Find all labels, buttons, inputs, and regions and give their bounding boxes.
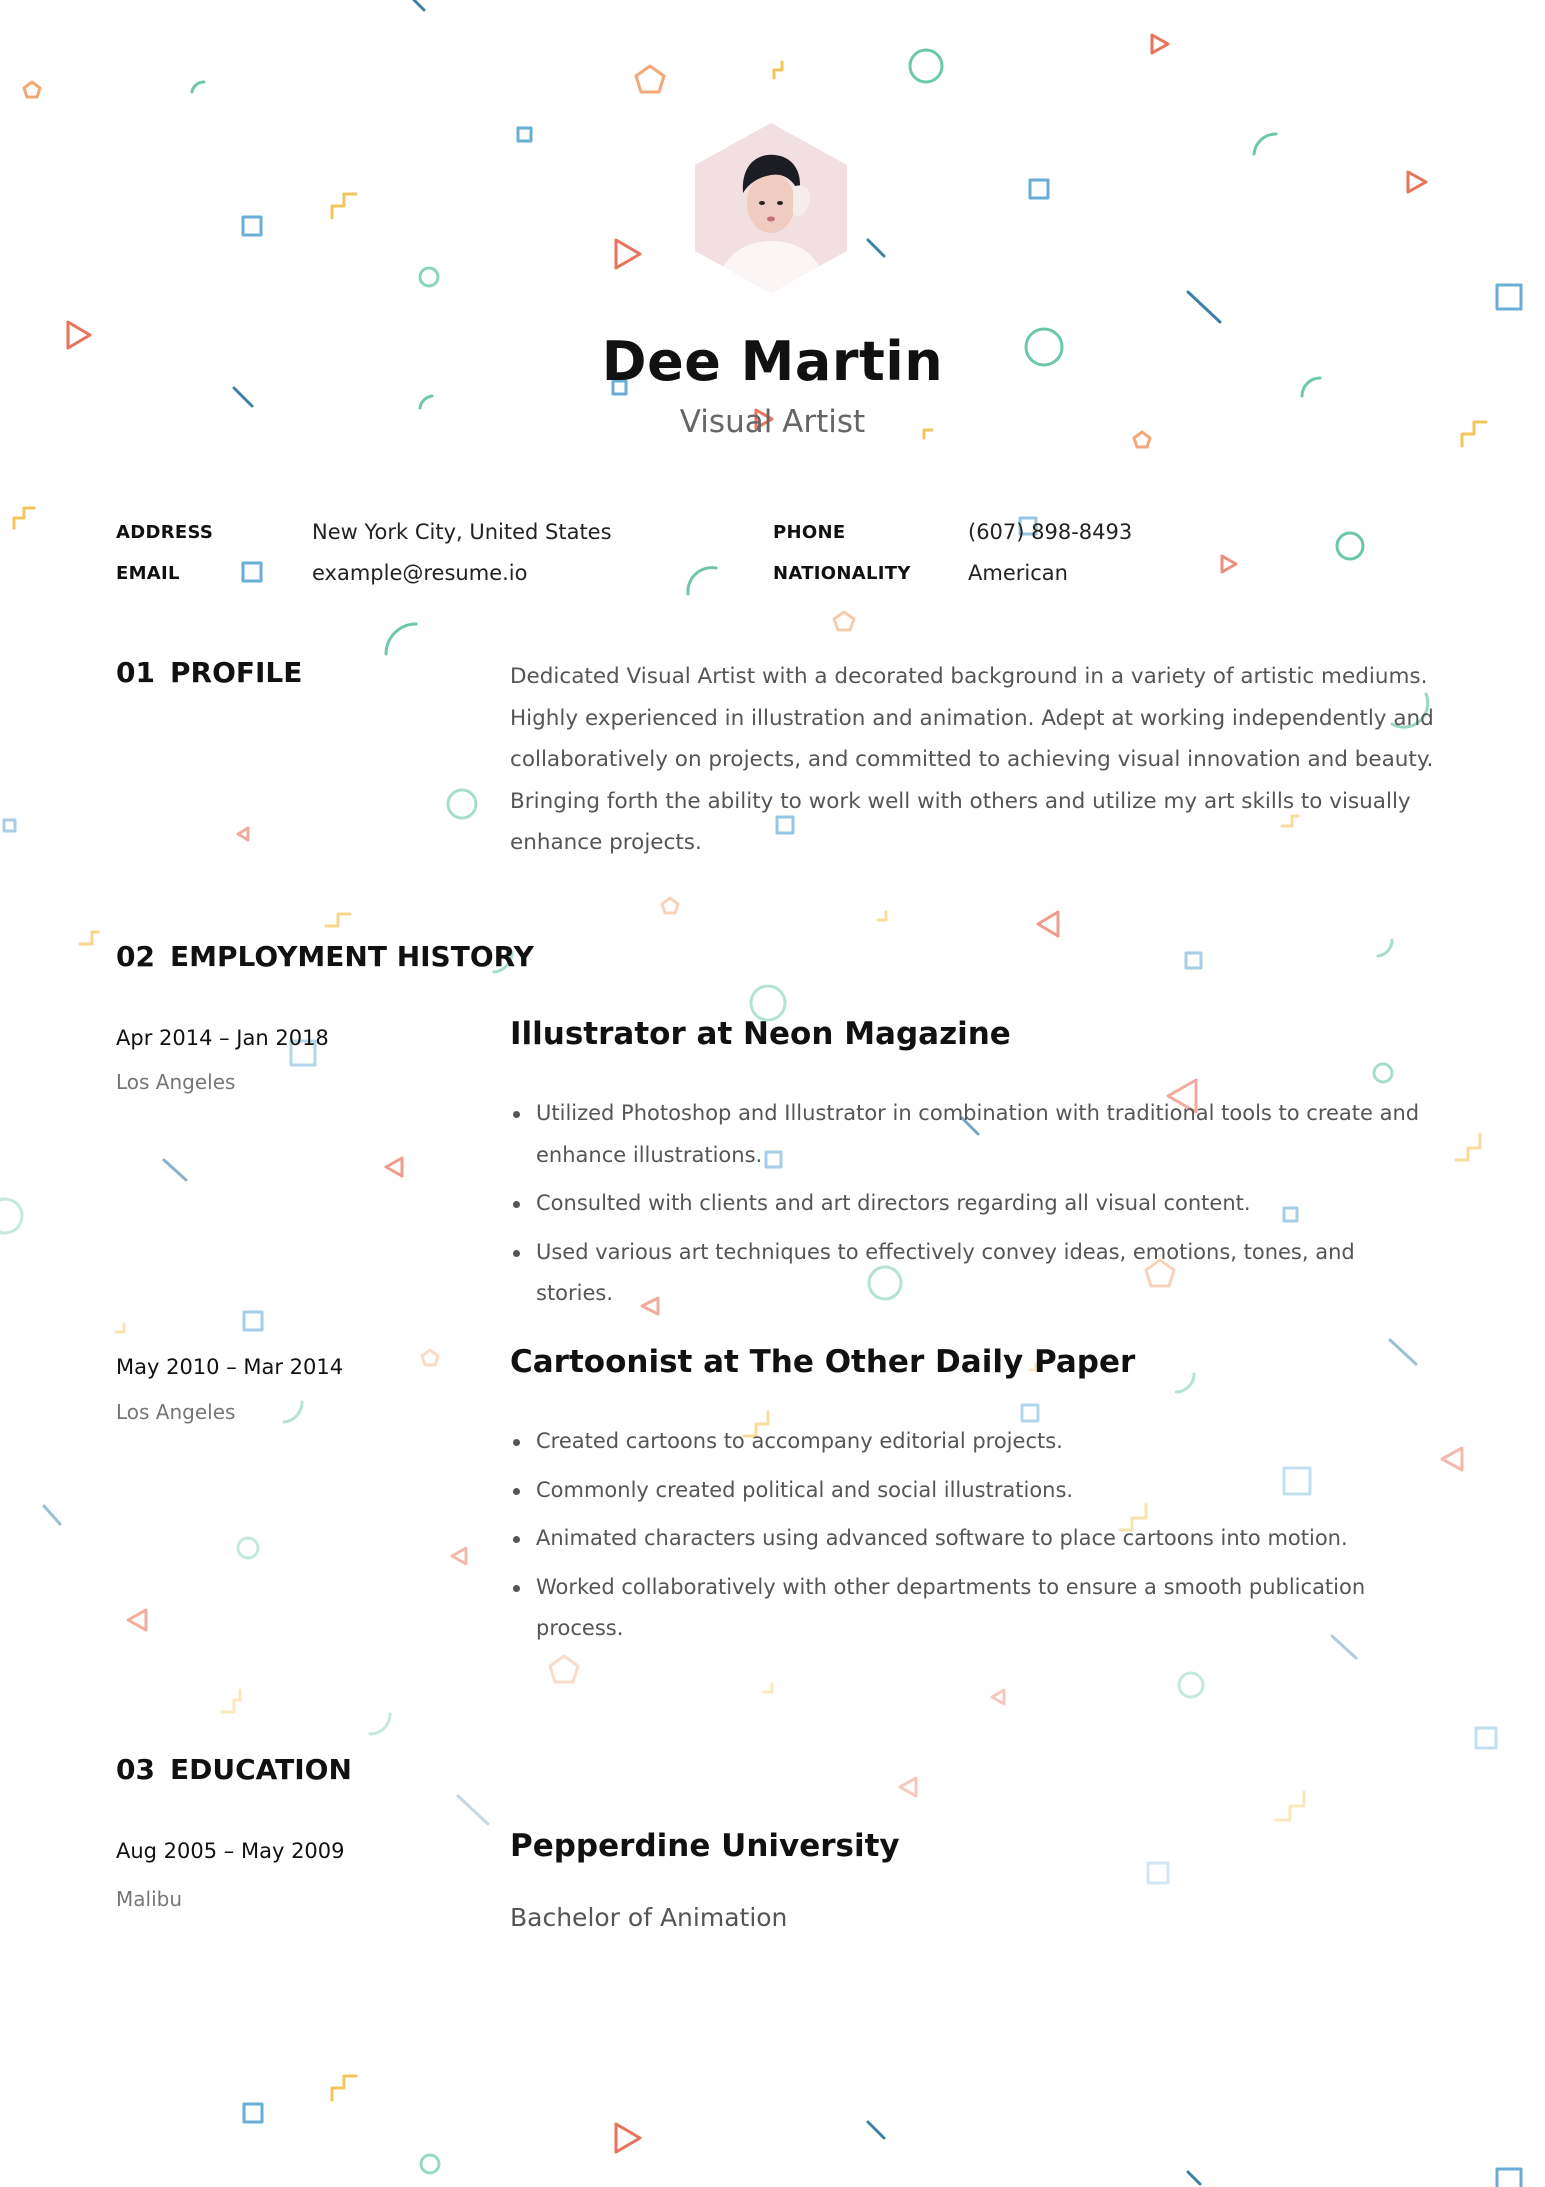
education-dates: Aug 2005 – May 2009 bbox=[116, 1839, 345, 1863]
job-title: Cartoonist at The Other Daily Paper bbox=[510, 1344, 1136, 1380]
address-label: ADDRESS bbox=[116, 522, 214, 543]
job-duty-item: Worked collaboratively with other departments to ensure a smooth publication process. bbox=[510, 1567, 1435, 1650]
phone-label: PHONE bbox=[773, 522, 846, 543]
email-value[interactable]: example@resume.io bbox=[312, 561, 528, 585]
nationality-label: NATIONALITY bbox=[773, 563, 911, 584]
job-duties-list bbox=[510, 1421, 1435, 1657]
job-duty-item: Created cartoons to accompany editorial projects. bbox=[510, 1421, 1435, 1463]
job-duty-item: Animated characters using advanced software to place cartoons into motion. bbox=[510, 1518, 1435, 1560]
school-name: Pepperdine University bbox=[510, 1828, 900, 1864]
job-duties-list bbox=[510, 1093, 1435, 1322]
profile-summary: Dedicated Visual Artist with a decorated background in a variety of artistic mediums. Highly experienced in illustration and animation. Adept at working independently and collaboratively on projects, and committed to achieving visual innovation and beauty. Bringing forth the ability to work well with others and utilize my art skills to visually enhance projects. bbox=[510, 664, 1434, 855]
nationality-value: American bbox=[968, 561, 1068, 585]
employment-section-title: EMPLOYMENT HISTORY bbox=[170, 940, 534, 973]
job-duty-item: Utilized Photoshop and Illustrator in combination with traditional tools to create and enhance illustrations. bbox=[510, 1093, 1435, 1176]
job-location: Los Angeles bbox=[116, 1070, 236, 1094]
education-section-title: EDUCATION bbox=[170, 1753, 352, 1786]
education-section-number: 03 bbox=[116, 1753, 155, 1786]
profile-section-title: PROFILE bbox=[170, 656, 303, 689]
job-dates: May 2010 – Mar 2014 bbox=[116, 1355, 344, 1379]
degree-name: Bachelor of Animation bbox=[510, 1903, 788, 1932]
job-location: Los Angeles bbox=[116, 1400, 236, 1424]
job-duty-item: Commonly created political and social illustrations. bbox=[510, 1470, 1435, 1512]
education-location: Malibu bbox=[116, 1887, 182, 1911]
employment-section-number: 02 bbox=[116, 940, 155, 973]
profile-section-number: 01 bbox=[116, 656, 155, 689]
phone-value[interactable]: (607) 898-8493 bbox=[968, 520, 1133, 544]
email-label: EMAIL bbox=[116, 563, 180, 584]
candidate-title: Visual Artist bbox=[679, 404, 866, 440]
address-value: New York City, United States bbox=[312, 520, 612, 544]
candidate-name: Dee Martin bbox=[601, 330, 944, 393]
job-duty-item: Used various art techniques to effectively convey ideas, emotions, tones, and stories. bbox=[510, 1232, 1435, 1315]
job-dates: Apr 2014 – Jan 2018 bbox=[116, 1026, 329, 1050]
profile-photo bbox=[695, 123, 847, 293]
job-duty-item: Consulted with clients and art directors regarding all visual content. bbox=[510, 1183, 1435, 1225]
job-title: Illustrator at Neon Magazine bbox=[510, 1016, 1011, 1052]
